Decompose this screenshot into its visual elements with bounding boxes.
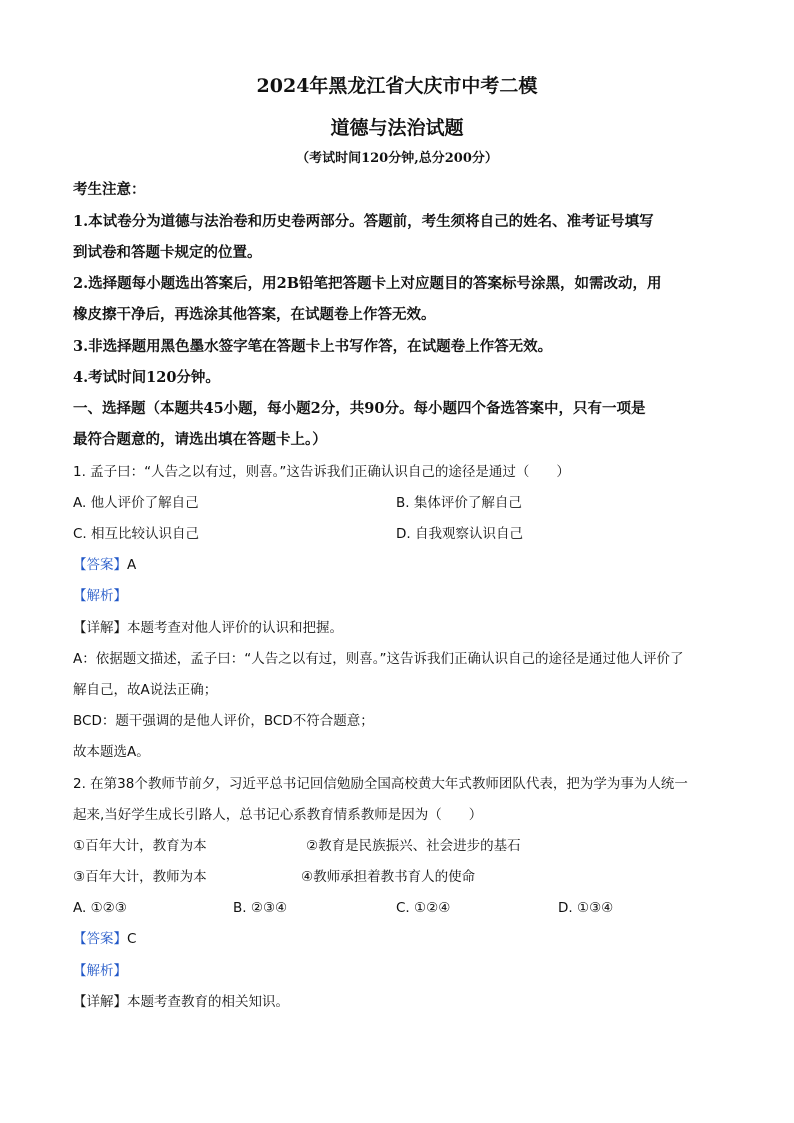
detail-tag: 【详解】 [73, 994, 127, 1010]
notice-line: 2.选择题每小题选出答案后，用2B铅笔把答题卡上对应题目的答案标号涂黑，如需改动，用 [73, 275, 662, 292]
answer-tag: 【答案】 [73, 557, 127, 573]
answer-value: C [127, 931, 137, 947]
answer-value: A [127, 557, 137, 573]
explain-line: BCD：题干强调的是他人评价，BCD不符合题意； [73, 713, 374, 729]
detail-text: 本题考查教育的相关知识。 [127, 994, 289, 1010]
explain-line: A：依据题文描述，孟子曰：“人告之以有过，则喜。”这告诉我们正确认识自己的途径是通过他人评价了 [73, 651, 684, 667]
statement-4: ④教师承担着教书育人的使命 [301, 869, 476, 885]
answer-tag: 【答案】 [73, 931, 127, 947]
answer-line [73, 555, 733, 575]
notice-line: 橡皮擦干净后，再选涂其他答案，在试题卷上作答无效。 [73, 306, 436, 323]
notice-line: 4.考试时间120分钟。 [73, 369, 220, 386]
question-stem: 起来,当好学生成长引路人，总书记心系教育情系教师是因为（ ） [73, 807, 483, 823]
analysis-tag: 【解析】 [73, 588, 127, 604]
notice-heading: 考生注意： [73, 181, 146, 198]
notice-line: 1.本试卷分为道德与法治卷和历史卷两部分。答题前，考生须将自己的姓名、准考证号填写 [73, 213, 654, 230]
option-c: C. ①②④ [396, 900, 451, 916]
option-c: C. 相互比较认识自己 [73, 526, 200, 542]
explain-line: 解自己，故A说法正确； [73, 682, 218, 698]
statement-1: ①百年大计，教育为本 [73, 838, 207, 854]
detail-text: 本题考查对他人评价的认识和把握。 [127, 620, 343, 636]
statement-2: ②教育是民族振兴、社会进步的基石 [306, 838, 521, 854]
statement-3: ③百年大计，教师为本 [73, 869, 207, 885]
page-title: 2024年黑龙江省大庆市中考二模 [256, 75, 538, 97]
section-heading: 一、选择题（本题共45小题，每小题2分，共90分。每小题四个备选答案中，只有一项是 [73, 400, 646, 417]
detail-line [73, 992, 733, 1012]
analysis-line [73, 961, 733, 981]
option-d: D. ①③④ [558, 900, 614, 916]
option-a: A. ①②③ [73, 900, 127, 916]
notice-line: 3.非选择题用黑色墨水签字笔在答题卡上书写作答，在试题卷上作答无效。 [73, 338, 553, 355]
analysis-line [73, 586, 733, 606]
notice-line: 到试卷和答题卡规定的位置。 [73, 244, 262, 261]
option-d: D. 自我观察认识自己 [396, 526, 523, 542]
exam-meta: （考试时间120分钟,总分200分） [296, 151, 498, 166]
question-stem: 2. 在第38个教师节前夕，习近平总书记回信勉励全国高校黄大年式教师团队代表，把为学为事为人统一 [73, 776, 688, 792]
option-b: B. ②③④ [233, 900, 288, 916]
detail-line [73, 618, 733, 638]
page-subtitle: 道德与法治试题 [330, 117, 464, 139]
answer-line [73, 929, 733, 949]
analysis-tag: 【解析】 [73, 963, 127, 979]
question-stem: 1. 孟子曰：“人告之以有过，则喜。”这告诉我们正确认识自己的途径是通过（ ） [73, 464, 570, 480]
explain-line: 故本题选A。 [73, 744, 150, 760]
detail-tag: 【详解】 [73, 620, 127, 636]
section-heading: 最符合题意的，请选出填在答题卡上。） [73, 431, 327, 448]
option-b: B. 集体评价了解自己 [396, 495, 522, 511]
option-a: A. 他人评价了解自己 [73, 495, 199, 511]
